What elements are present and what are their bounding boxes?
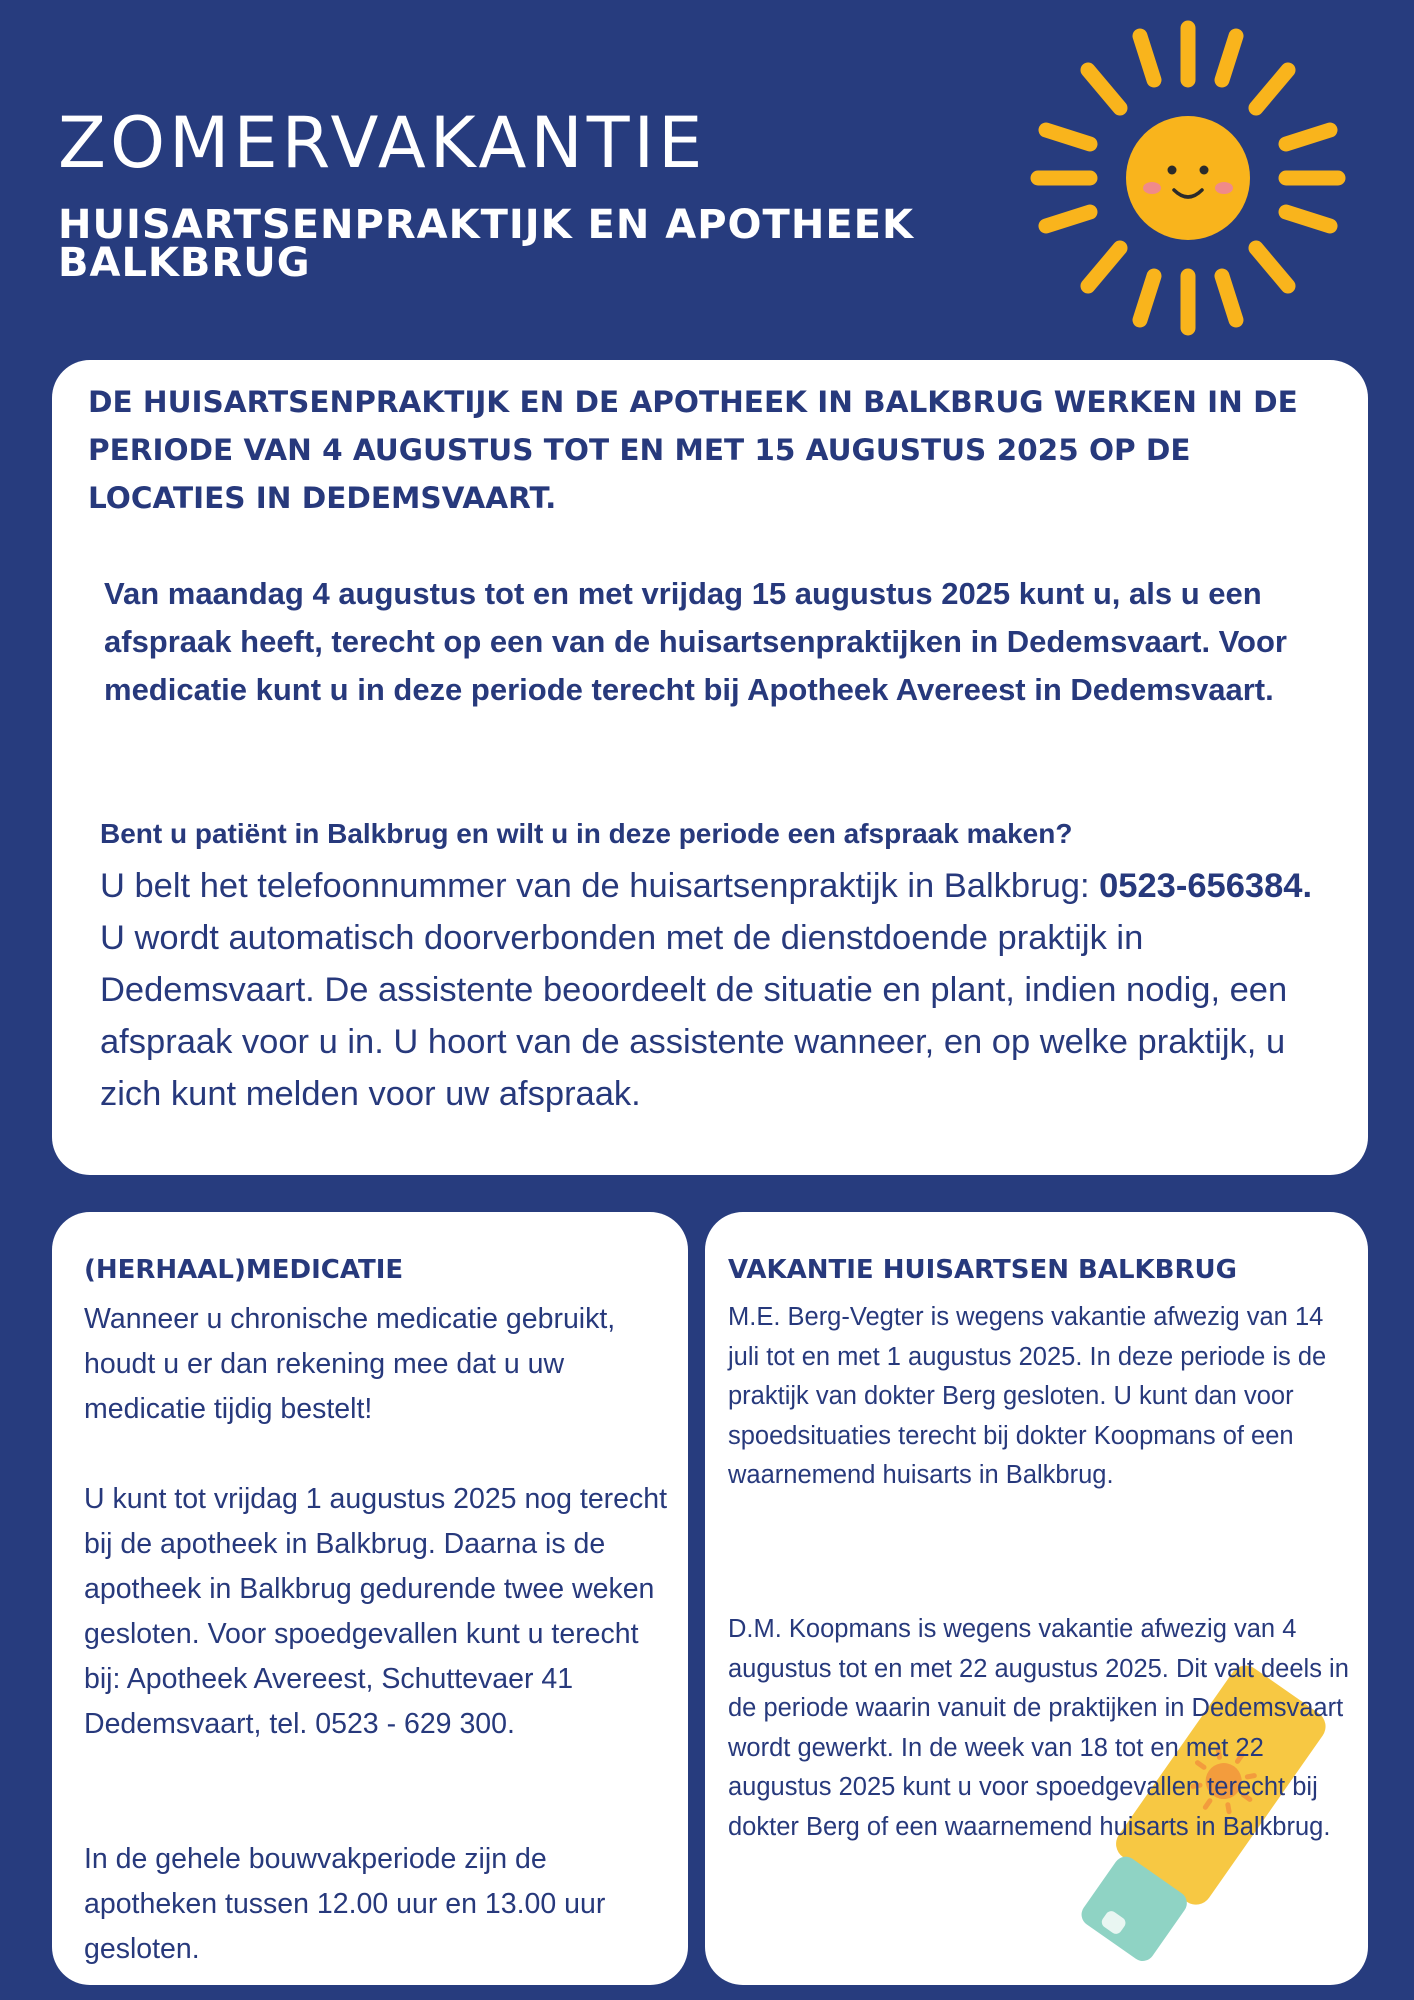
doctors-paragraph-1: M.E. Berg-Vegter is wegens vakantie afwezig van 14 juli tot en met 1 augustus 2025. In deze periode is de praktijk van dokter Berg gesloten. U kunt dan voor spoedsituaties terecht bij dokter Koopmans of een waarnemend huisarts in Balkbrug. — [728, 1303, 1327, 1489]
phone-number: 0523-656384. — [1099, 867, 1313, 905]
answer-text-end: U wordt automatisch doorverbonden met de dienstdoende praktijk in Dedemsvaart. De assistente beoordeelt de situatie en plant, indien nodig, een afspraak voor u in. U hoort van de assistente wanneer, en op welke praktijk, u zich kunt melden voor uw afspraak. — [100, 919, 1288, 1113]
page-subtitle: HUISARTSENPRAKTIJK EN APOTHEEK BALKBRUG — [58, 202, 914, 286]
medication-heading: (HERHAAL)MEDICATIE — [84, 1255, 404, 1285]
medication-paragraph-3: In de gehele bouwvakperiode zijn de apotheken tussen 12.00 uur en 13.00 uur gesloten. — [84, 1843, 606, 1965]
appointment-answer — [100, 860, 1345, 1120]
doctors-paragraph-2: D.M. Koopmans is wegens vakantie afwezig van 4 augustus tot en met 22 augustus 2025. Dit valt deels in de periode waarin vanuit de praktijken in Dedemsvaart wordt gewerkt. In de week van 18 tot en met 22 augustus 2025 kunt u voor spoedgevallen terecht bij dokter Berg of een waarnemend huisarts in Balkbrug. — [728, 1615, 1349, 1841]
medication-paragraph-2: U kunt tot vrijdag 1 augustus 2025 nog terecht bij de apotheek in Balkbrug. Daarna is de apotheek in Balkbrug gedurende twee weken gesloten. Voor spoedgevallen kunt u terecht bij: Apotheek Avereest, Schuttevaer 41 Dedemsvaart, tel. 0523 - 629 300. — [84, 1483, 668, 1740]
page-title: ZOMERVAKANTIE — [58, 102, 707, 184]
doctors-vacation-card — [705, 1212, 1368, 1985]
main-heading: DE HUISARTSENPRAKTIJK EN DE APOTHEEK IN BALKBRUG WERKEN IN DE PERIODE VAN 4 AUGUSTUS TOT EN MET 15 AUGUSTUS 2025 OP DE LOCATIES IN DEDEMSVAART. — [88, 385, 1298, 515]
doctors-heading: VAKANTIE HUISARTSEN BALKBRUG — [728, 1255, 1237, 1285]
main-intro-text: Van maandag 4 augustus tot en met vrijdag 15 augustus 2025 kunt u, als u een afspraak heeft, terecht op een van de huisartsenpraktijken in Dedemsvaart. Voor medicatie kunt u in deze periode terecht bij Apotheek Avereest in Dedemsvaart. — [104, 576, 1287, 707]
sun-icon — [1028, 18, 1348, 338]
medication-paragraph-1: Wanneer u chronische medicatie gebruikt, houdt u er dan rekening mee dat u uw medicatie tijdig bestelt! — [84, 1303, 616, 1425]
answer-text-start: U belt het telefoonnummer van de huisartsenpraktijk in Balkbrug: — [100, 867, 1100, 905]
main-info-card — [52, 360, 1368, 1175]
appointment-question: Bent u patiënt in Balkbrug en wilt u in deze periode een afspraak maken? — [100, 818, 1073, 849]
medication-card — [52, 1212, 688, 1985]
